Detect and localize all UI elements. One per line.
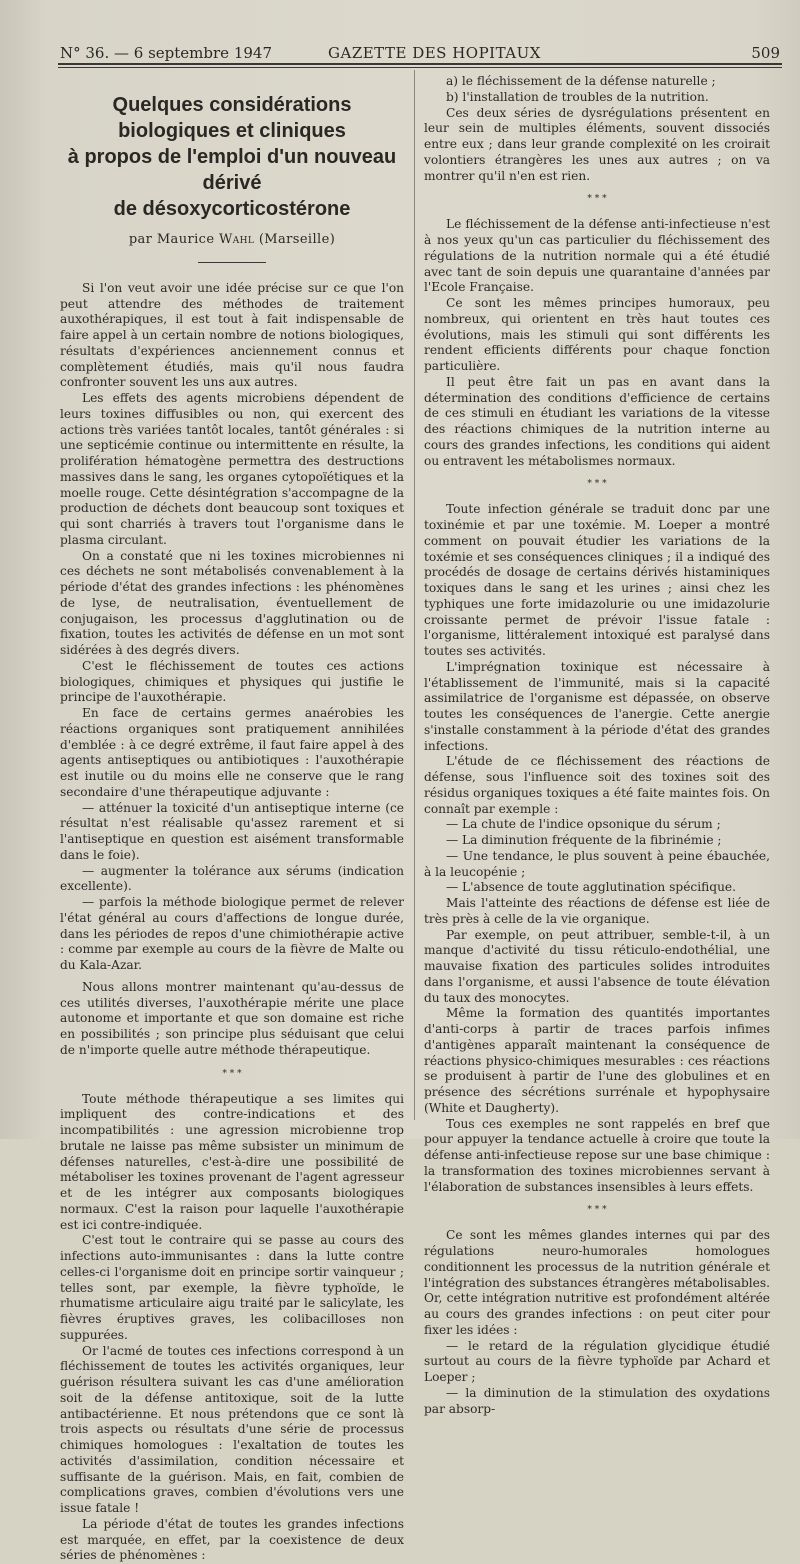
author-name: Wahl [218,232,255,247]
section-separator: * * * [587,1205,607,1216]
paragraph: C'est tout le contraire qui se passe au cours des infections auto-immunisantes : dans la lutte contre celles-ci l'organisme doit en principe sortir vainqueur ; telles sont, par exemple, la fièvre typhoïde, le rhumatisme articulaire aigu traité par le salicylate, les fièvres éruptives graves, les colibacilloses non suppurées. [60,1233,404,1342]
paragraph: Par exemple, on peut attribuer, semble-t-il, à un manque d'activité du tissu réticulo-endothélial, une mauvaise fixation des particules solides introduites dans l'organisme, et aussi l'absence de toute élévation du taux des monocytes. [424,927,770,1005]
page-number: 509 [751,44,780,62]
title-line-3: de désoxycorticostérone [113,198,351,220]
paragraph: Si l'on veut avoir une idée précise sur ce que l'on peut attendre des méthodes de traitement auxothérapiques, il est tout à fait indispensable de faire appel à un certain nombre de notions biologiques, résultats d'expériences anciennement connus et complètement étudiés, mais qu'il nous faudra confronter souvent les uns aux autres. [60,280,404,390]
list-item: — le retard de la régulation glycidique étudié surtout au cours de la fièvre typhoïde par Achard et Loeper ; [424,1338,770,1384]
list-item: — La diminution fréquente de la fibrinémie ; [446,833,722,847]
paragraph: Toute méthode thérapeutique a ses limites qui impliquent des contre-indications et des incompatibilités : une agression microbienne trop brutale ne laisse pas même subsister un minimum de défenses naturelles, c'est-à-dire une possibilité de métaboliser les toxines provenant de l'agent agresseur et de les intégrer aux composants biologiques normaux. C'est la raison pour laquelle l'auxothérapie est ici contre-indiquée. [60,1091,404,1232]
page-header [60,44,780,64]
header-rule-thin [58,67,782,68]
paragraph: L'imprégnation toxinique est nécessaire à l'établissement de l'immunité, mais si la capacité assimilatrice de l'organisme est dépassée, on observe toutes les conséquences de l'anergie. Cette anergie s'installe constamment à la période d'état des grandes infections. [424,659,770,753]
paragraph: Ce sont les mêmes principes humoraux, peu nombreux, qui orientent en très haut toutes ces évolutions, mais les stimuli qui sont différents les rendent efficients différents pour chaque fonction particulière. [424,296,770,373]
byline-suffix: (Marseille) [258,232,336,247]
section-separator: * * * [587,479,607,490]
paragraph: — parfois la méthode biologique permet de relever l'état général au cours d'affections de longue durée, dans les périodes de repos d'une chimiothérapie active : comme par exemple au cours de la fièvre de Malte ou du Kala-Azar. [60,895,404,972]
title-line-1: Quelques considérations biologiques et cliniques [112,94,352,142]
paragraph: L'étude de ce fléchissement des réactions de défense, sous l'influence soit des toxines soit des résidus organiques toxiques a été faite maintes fois. On connaît par exemple : [424,754,770,816]
list-item: — La chute de l'indice opsonique du sérum ; [446,817,721,832]
right-column [424,70,770,1417]
column-divider [414,70,415,1120]
byline [60,232,404,248]
article-title [60,92,404,222]
paragraph: — atténuer la toxicité d'un antiseptique interne (ce résultat n'est réalisable qu'assez rarement et si l'antiseptique en question est aisément transformable dans le foie). [60,800,404,862]
paragraph: En face de certains germes anaérobies les réactions organiques sont pratiquement annihilées d'emblée : à ce degré extrême, il faut faire appel à des agents antiseptiques ou antibiotiques : l'auxothérapie est inutile ou du moins elle ne conserve que le rang secondaire d'une thérapeutique adjuvante : [60,706,404,799]
issue-date: N° 36. — 6 septembre 1947 [60,44,272,62]
paragraph: Tous ces exemples ne sont rappelés en bref que pour appuyer la tendance actuelle à croire que toute la défense anti-infectieuse repose sur une base chimique : la transformation des toxines microbiennes servant à l'élaboration de substances insensibles à leurs effets. [424,1116,770,1194]
byline-prefix: par Maurice [128,232,215,247]
list-item: a) le fléchissement de la défense naturelle ; [446,74,716,88]
section-separator: * * * [222,1068,242,1079]
paragraph: Or l'acmé de toutes ces infections correspond à un fléchissement de toutes les activités organiques, leur guérison résultera suivant les cas d'une amélioration soit de la défense antitoxique, soit de la lutte antibactérienne. Et nous prétendons que ce sont là trois aspects ou résultats d'une série de processus chimiques homologues : l'exaltation de toutes les activités d'assimilation, condition nécessaire et suffisante de la guérison. Mais, en fait, combien de complications graves, combien d'évolutions vers une issue fatale ! [60,1343,404,1515]
paragraph: Nous allons montrer maintenant qu'au-dessus de ces utilités diverses, l'auxothérapie mérite une place autonome et importante et que son domaine est riche en possibilités ; son principe plus séduisant que celui de n'importe quelle autre méthode thérapeutique. [60,979,404,1057]
list-item: b) l'installation de troubles de la nutrition. [446,89,709,104]
list-item: — la diminution de la stimulation des oxydations par absorp- [424,1385,770,1416]
paragraph: C'est le fléchissement de toutes ces actions biologiques, chimiques et physiques qui justifie le principe de l'auxothérapie. [60,658,404,705]
list-item: — Une tendance, le plus souvent à peine ébauchée, à la leucopénie ; [424,848,770,879]
header-rule-thick [58,63,782,65]
list-item: — L'absence de toute agglutination spécifique. [446,880,737,895]
paragraph: Même la formation des quantités importantes d'anti-corps à partir de traces parfois infimes d'antigènes apparaît maintenant la conséquence de réactions physico-chimiques mesurables : ces réactions se produisent à partir de l'une des globulines et en présence des sécrétions surrénale et hypophysaire (White et Daugherty). [424,1006,770,1115]
paragraph: Le fléchissement de la défense anti-infectieuse n'est à nos yeux qu'un cas particulier du fléchissement des régulations de la nutrition normale qui a été étudié avec tant de soin depuis une quarantaine d'années par l'Ecole Française. [424,217,770,295]
paragraph: Toute infection générale se traduit donc par une toxinémie et par une toxémie. M. Loeper a montré comment on pouvait étudier les variations de la toxémie et ses conséquences cliniques ; il a indiqué des procédés de dosage de certains dérivés histaminiques toxiques dans le sang et les urines ; ainsi chez les typhiques une forte imidazolurie ou une imidazolurie croissante permet de prévoir l'issue fatale : l'organisme, littéralement intoxiqué est paralysé dans toutes ses activités. [424,502,770,658]
title-line-2: à propos de l'emploi d'un nouveau dérivé [67,146,397,194]
paragraph: La période d'état de toutes les grandes infections est marquée, en effet, par la coexistence de deux séries de phénomènes : [60,1516,404,1563]
paragraph: Les effets des agents microbiens dépendent de leurs toxines diffusibles ou non, qui exercent des actions très variées tantôt locales, tantôt générales : si une septicémie continue ou intermittente en résulte, la prolifération hématogène permettra des destructions massives dans le sang, les organes cytopoïétiques et la moelle rouge. Cette désintégration s'accompagne de la production de déchets dont beaucoup sont toxiques et qui sont charriés à travers tout l'organisme dans le plasma circulant. [60,391,404,547]
paragraph: — augmenter la tolérance aux sérums (indication excellente). [60,863,404,894]
title-rule [198,262,266,263]
journal-name: GAZETTE DES HOPITAUX [328,44,541,62]
paragraph: Il peut être fait un pas en avant dans la détermination des conditions d'efficience de certains de ces stimuli en étudiant les variations de la vitesse des réactions chimiques de la nutrition interne au cours des grandes infections, les conditions qui aident ou entravent les métabolismes normaux. [424,374,770,468]
paragraph: Mais l'atteinte des réactions de défense est liée de très près à celle de la vie organique. [424,896,770,926]
section-separator: * * * [587,194,607,205]
paragraph: Ce sont les mêmes glandes internes qui par des régulations neuro-humorales homologues conditionnent les processus de la nutrition générale et l'intégration des substances étrangères métabolisables. Or, cette intégration nutritive est profondément altérée au cours des grandes infections : on peut citer pour fixer les idées : [424,1228,770,1337]
paragraph: Ces deux séries de dysrégulations présentent en leur sein de multiples éléments, souvent dissociés entre eux ; dans leur grande complexité on les croirait volontiers étrangères les unes aux autres ; on va montrer qu'il n'en est rien. [424,105,770,183]
paragraph: On a constaté que ni les toxines microbiennes ni ces déchets ne sont métabolisés convenablement à la période d'état des grandes infections : les phénomènes de lyse, de neutralisation, éventuellement de conjugaison, les processus d'agglutination ou de fixation, toutes les activités de défense en un mot sont sidérées à des degrés divers. [60,548,404,657]
left-column [60,70,404,1564]
